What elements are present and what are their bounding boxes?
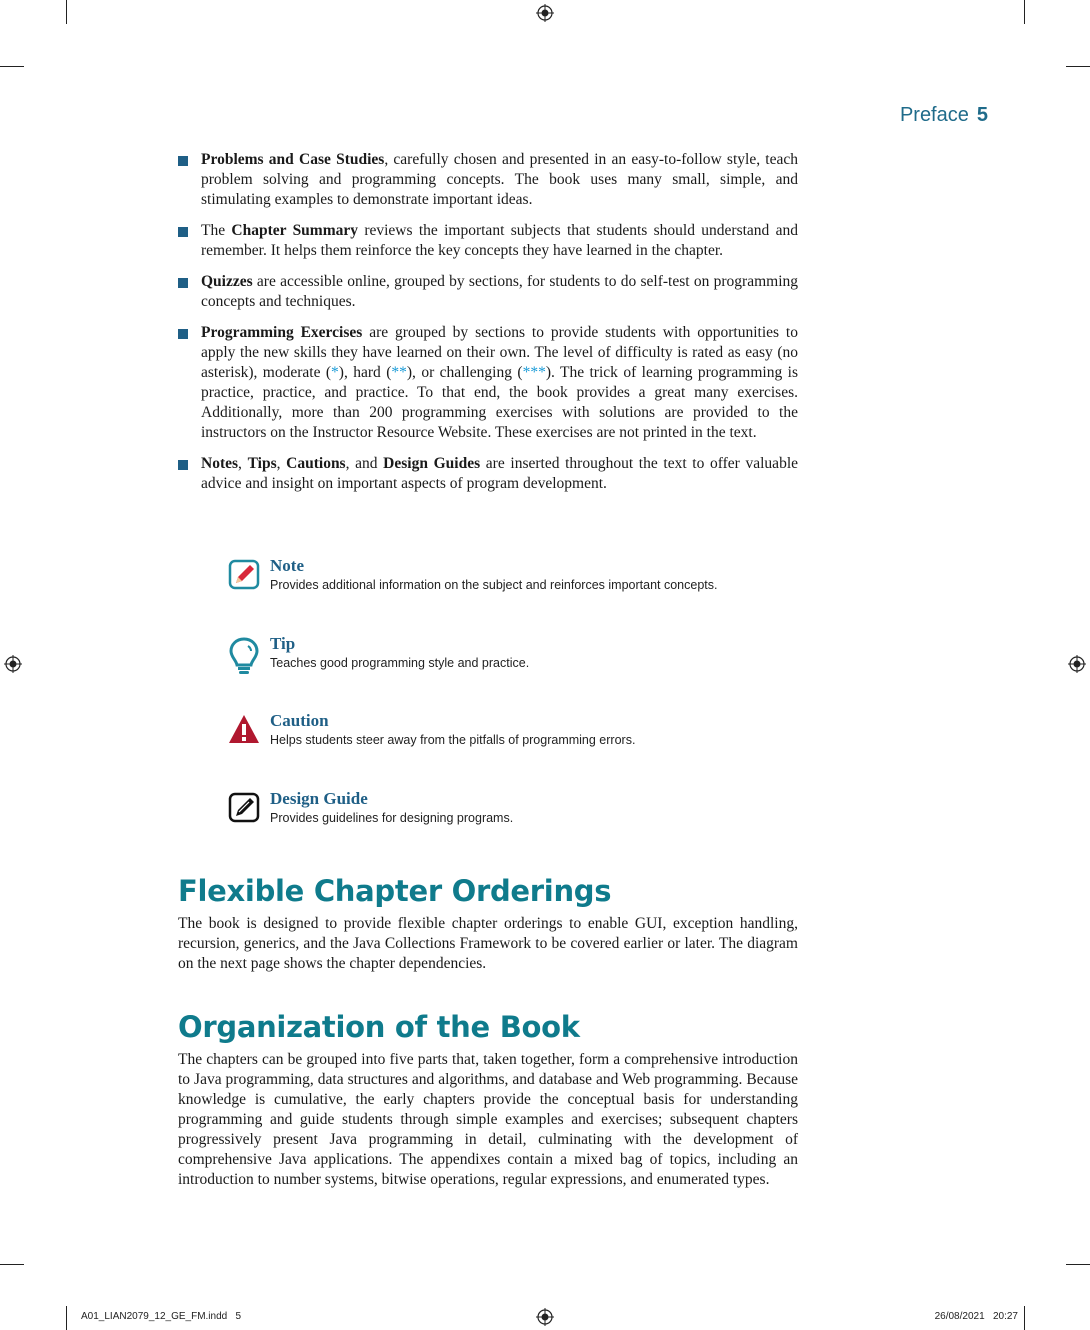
bold-term: Programming Exercises bbox=[201, 324, 363, 341]
crop-mark bbox=[0, 1264, 24, 1265]
page-number: 5 bbox=[976, 104, 988, 126]
footer-date-slug: 26/08/2021 20:27 bbox=[934, 1311, 1018, 1322]
crop-mark bbox=[1024, 0, 1025, 24]
registration-mark-icon bbox=[536, 4, 554, 22]
crop-mark bbox=[66, 0, 67, 24]
callout-title: Caution bbox=[270, 711, 329, 730]
crop-mark bbox=[1024, 1306, 1025, 1330]
crop-mark bbox=[0, 66, 24, 67]
callout-description: Provides additional information on the subject and reinforces important concepts. bbox=[270, 578, 718, 592]
list-item-text: ), hard ( bbox=[338, 364, 392, 381]
separator: , bbox=[238, 455, 248, 472]
list-item-text: are grouped by sections to provide students with opportunities to apply the new skills they have learned on their own. The level of difficulty is rated as easy (no asterisk), moderate ( bbox=[201, 324, 798, 381]
bullet-square-icon bbox=[178, 329, 188, 339]
list-item-text: ), or challenging ( bbox=[406, 364, 523, 381]
list-item bbox=[178, 150, 798, 210]
difficulty-star: ** bbox=[391, 364, 407, 381]
registration-mark-icon bbox=[1068, 655, 1086, 673]
registration-mark-icon bbox=[536, 1308, 554, 1326]
crop-mark bbox=[1066, 1264, 1090, 1265]
callout-title: Design Guide bbox=[270, 789, 368, 808]
callout-description: Teaches good programming style and practice. bbox=[270, 656, 530, 670]
running-head bbox=[900, 104, 988, 127]
section-body: The book is designed to provide flexible chapter orderings to enable GUI, exception handling, recursion, generics, and the Java Collections Framework to be covered earlier or later. The diagram on the next page shows the chapter dependencies. bbox=[178, 915, 798, 972]
bullet-square-icon bbox=[178, 227, 188, 237]
list-item-prefix: The bbox=[201, 222, 232, 239]
feature-list-container bbox=[178, 150, 798, 505]
bold-term: Chapter Summary bbox=[231, 222, 359, 239]
separator: , bbox=[276, 455, 287, 472]
callout-title: Tip bbox=[270, 634, 296, 653]
pencil-note-icon bbox=[228, 558, 260, 590]
bullet-square-icon bbox=[178, 156, 188, 166]
callout-caution bbox=[228, 711, 788, 761]
bold-term: Notes bbox=[201, 455, 239, 472]
bold-term: Quizzes bbox=[201, 273, 253, 290]
lightbulb-icon bbox=[228, 634, 260, 678]
list-item bbox=[178, 323, 798, 443]
callout-note bbox=[228, 556, 788, 606]
design-pencil-icon bbox=[228, 791, 260, 823]
list-item bbox=[178, 221, 798, 261]
list-item bbox=[178, 272, 798, 312]
list-item-text: ). The trick of learning programming is practice, practice, and practice. To that end, the book provides a great many exercises. Additionally, more than 200 programming exercises with solutions are provided to the instructors on the Instructor Resource Website. These exercises are not printed in the text. bbox=[201, 364, 798, 441]
section-heading: Flexible Chapter Orderings bbox=[178, 874, 612, 908]
bold-term: Problems and Case Studies bbox=[201, 151, 385, 168]
callout-description: Provides guidelines for designing programs. bbox=[270, 811, 514, 825]
bold-term: Tips bbox=[247, 455, 277, 472]
callout-tip bbox=[228, 634, 788, 684]
bullet-square-icon bbox=[178, 460, 188, 470]
footer-file-slug: A01_LIAN2079_12_GE_FM.indd 5 bbox=[81, 1311, 242, 1322]
feature-list bbox=[178, 150, 798, 494]
separator: , and bbox=[345, 455, 384, 472]
callout-description: Helps students steer away from the pitfalls of programming errors. bbox=[270, 733, 636, 747]
list-item-text: are accessible online, grouped by sections, for students to do self-test on programming concepts and techniques. bbox=[201, 273, 798, 310]
running-head-label: Preface bbox=[899, 104, 969, 126]
crop-mark bbox=[1066, 66, 1090, 67]
section-heading: Organization of the Book bbox=[178, 1010, 580, 1044]
bullet-square-icon bbox=[178, 278, 188, 288]
callout-design-guide bbox=[228, 789, 788, 839]
difficulty-star: * bbox=[331, 364, 339, 381]
callout-title: Note bbox=[270, 556, 304, 575]
list-item-text: are inserted throughout the text to offer valuable advice and insight on important aspects of program development. bbox=[201, 455, 799, 492]
bold-term: Design Guides bbox=[383, 455, 481, 472]
warning-icon bbox=[228, 713, 260, 745]
bold-term: Cautions bbox=[286, 455, 346, 472]
list-item-text: reviews the important subjects that students should understand and remember. It helps them reinforce the key concepts they have learned in the chapter. bbox=[201, 222, 798, 259]
registration-mark-icon bbox=[4, 655, 22, 673]
difficulty-star: *** bbox=[522, 364, 546, 381]
list-item bbox=[178, 454, 798, 494]
crop-mark bbox=[66, 1306, 67, 1330]
section-body: The chapters can be grouped into five parts that, taken together, form a comprehensive introduction to Java programming, data structures and algorithms, and database and Web programming. Because knowledge is cumulative, the early chapters provide the conceptual basis for understanding programming and guide students through simple examples and exercises; subsequent chapters progressively present Java programming in detail, culminating with the development of comprehensive Java applications. The appendixes contain a mixed bag of topics, including an introduction to number systems, bitwise operations, regular expressions, and enumerated types. bbox=[178, 1051, 798, 1188]
list-item-text: , carefully chosen and presented in an easy-to-follow style, teach problem solving and programming concepts. The book uses many small, simple, and stimulating examples to demonstrate important ideas. bbox=[201, 151, 798, 208]
